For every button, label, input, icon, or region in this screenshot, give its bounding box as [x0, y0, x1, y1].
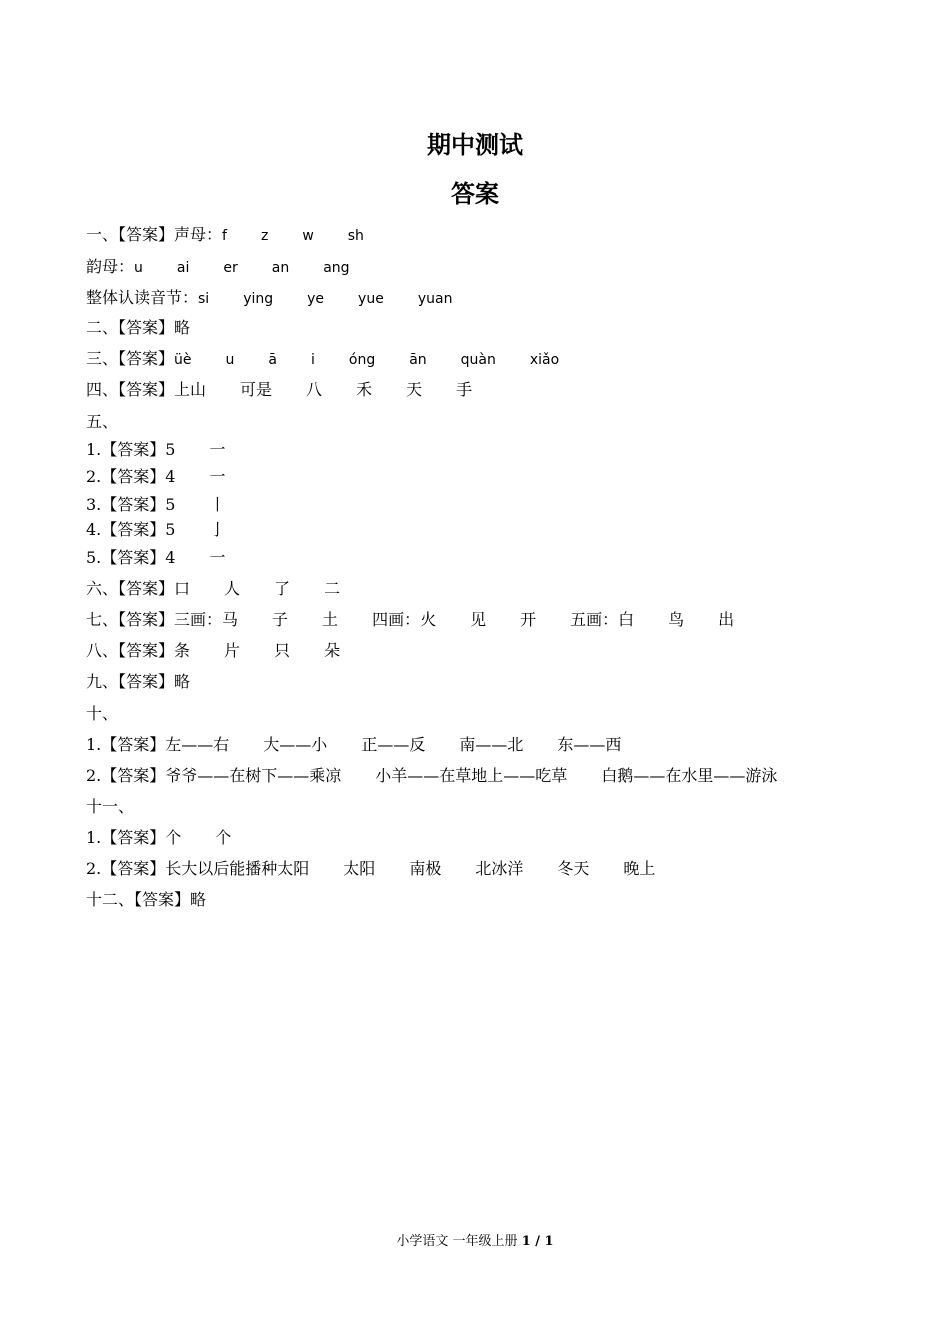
answer-item: ang	[323, 260, 350, 276]
answer-item: 二	[324, 579, 341, 598]
answer-item: 八	[306, 380, 323, 399]
answer-item: 南极	[409, 859, 442, 878]
answer-item: er	[223, 260, 238, 276]
answer-item: 禾	[356, 380, 373, 399]
answer-prefix: 2.【答案】	[86, 859, 166, 878]
answer-item: 见	[470, 610, 487, 629]
answer-item: 条	[174, 641, 191, 660]
page-title: 期中测试	[427, 130, 523, 159]
answer-prefix: 十一、	[86, 797, 135, 816]
answer-item: 手	[456, 380, 473, 399]
answer-line	[86, 607, 734, 630]
answer-item: yuan	[417, 291, 453, 307]
answer-prefix: 九、【答案】略	[86, 672, 191, 691]
answer-item: 口	[174, 579, 191, 598]
answer-item: 白鹅——在水里——游泳	[601, 766, 778, 785]
answer-item: 东——西	[557, 735, 622, 754]
answer-line	[86, 576, 340, 599]
answer-line	[86, 517, 225, 540]
answer-line	[86, 669, 190, 692]
answer-line	[86, 254, 350, 277]
answer-item: 南——北	[459, 735, 524, 754]
answer-item: 片	[224, 641, 241, 660]
answer-item: f	[222, 228, 227, 244]
answer-item: 太阳	[343, 859, 376, 878]
answer-line	[86, 377, 472, 400]
answer-item: sh	[347, 228, 364, 244]
page-number: 1 / 1	[521, 1234, 554, 1249]
answer-item: 5	[165, 495, 176, 514]
answer-item: 朵	[324, 641, 341, 660]
answer-prefix: 整体认读音节：	[86, 288, 199, 307]
answer-item: ā	[268, 352, 277, 368]
answer-prefix: 1.【答案】	[86, 735, 166, 754]
answer-line	[86, 545, 225, 568]
answer-item: 4	[165, 548, 176, 567]
answer-line	[86, 346, 559, 369]
answer-line	[86, 794, 134, 817]
answer-prefix: 1.【答案】	[86, 828, 166, 847]
answer-item: 一	[209, 467, 226, 486]
footer-text: 小学语文 一年级上册	[396, 1234, 518, 1249]
answer-prefix: 3.【答案】	[86, 495, 166, 514]
answer-item: 个	[165, 828, 182, 847]
answer-line	[86, 492, 225, 515]
answer-prefix: 三、【答案】	[86, 349, 175, 368]
answer-item: 个	[215, 828, 232, 847]
answer-item: u	[134, 260, 143, 276]
answer-item: üè	[174, 352, 192, 368]
answer-line	[86, 409, 118, 432]
answer-prefix: 五、	[86, 412, 119, 431]
answer-item: óng	[348, 352, 376, 368]
answer-item: 5	[165, 440, 176, 459]
answer-item: 子	[272, 610, 289, 629]
answer-item: u	[225, 352, 235, 368]
answer-item: quàn	[460, 352, 496, 368]
answer-prefix: 一、【答案】声母：	[86, 225, 223, 244]
answer-item: 4	[165, 467, 176, 486]
answer-item: 正——反	[361, 735, 426, 754]
answer-line	[86, 285, 452, 308]
answer-item: ye	[307, 291, 325, 307]
answer-line	[86, 825, 231, 848]
answer-item: 左——右	[165, 735, 230, 754]
answer-prefix: 十、	[86, 704, 119, 723]
answer-item: i	[310, 352, 315, 368]
answer-item: 爷爷——在树下——乘凉	[165, 766, 342, 785]
answer-line	[86, 222, 364, 245]
answer-item: ān	[409, 352, 427, 368]
answer-line	[86, 464, 225, 487]
answer-item: 一	[209, 440, 226, 459]
answer-line	[86, 856, 655, 879]
answer-item: 一	[209, 548, 226, 567]
answer-item: si	[198, 291, 210, 307]
answer-line	[86, 763, 777, 786]
answer-prefix: 七、【答案】	[86, 610, 175, 629]
answer-item: 出	[718, 610, 735, 629]
page-subtitle: 答案	[451, 179, 499, 208]
answer-item: 长大以后能播种太阳	[165, 859, 310, 878]
answer-item: 可是	[240, 380, 273, 399]
answer-item: an	[271, 260, 290, 276]
answer-line	[86, 701, 118, 724]
answer-prefix: 2.【答案】	[86, 766, 166, 785]
answer-prefix: 四、【答案】	[86, 380, 175, 399]
answer-item: 人	[224, 579, 241, 598]
answer-item: 鸟	[668, 610, 685, 629]
answer-item: 小羊——在草地上——吃草	[375, 766, 568, 785]
answer-prefix: 1.【答案】	[86, 440, 166, 459]
answer-prefix: 六、【答案】	[86, 579, 175, 598]
answer-item: z	[260, 228, 269, 244]
answer-line	[86, 315, 190, 338]
answer-prefix: 2.【答案】	[86, 467, 166, 486]
answer-line	[86, 732, 621, 755]
answer-prefix: 韵母：	[86, 257, 135, 276]
answer-item: 开	[520, 610, 537, 629]
answer-item: 只	[274, 641, 291, 660]
answer-item: xiǎo	[529, 352, 560, 368]
answer-item: 晚上	[623, 859, 656, 878]
answer-item: w	[302, 228, 314, 244]
answer-item: ai	[176, 260, 190, 276]
answer-prefix: 二、【答案】略	[86, 318, 191, 337]
answer-item: ying	[243, 291, 274, 307]
answer-prefix: 十二、【答案】略	[86, 890, 207, 909]
answer-item: 冬天	[557, 859, 590, 878]
answer-item: 丨	[209, 495, 226, 514]
answer-item: 了	[274, 579, 291, 598]
answer-item: yue	[358, 291, 384, 307]
answer-item: 大——小	[263, 735, 328, 754]
answer-item: 5	[165, 520, 176, 539]
page-footer	[0, 1230, 950, 1249]
answer-item: 亅	[209, 520, 226, 539]
answer-item: 上山	[174, 380, 207, 399]
answer-prefix: 5.【答案】	[86, 548, 166, 567]
answer-item: 土	[322, 610, 339, 629]
answer-line	[86, 638, 340, 661]
answer-item: 天	[406, 380, 423, 399]
answer-line	[86, 887, 206, 910]
answer-line	[86, 437, 225, 460]
answer-item: 北冰洋	[475, 859, 524, 878]
answer-item: 五画：白	[570, 610, 635, 629]
answer-prefix: 4.【答案】	[86, 520, 166, 539]
answer-item: 三画：马	[174, 610, 239, 629]
answer-item: 四画：火	[372, 610, 437, 629]
answer-prefix: 八、【答案】	[86, 641, 175, 660]
